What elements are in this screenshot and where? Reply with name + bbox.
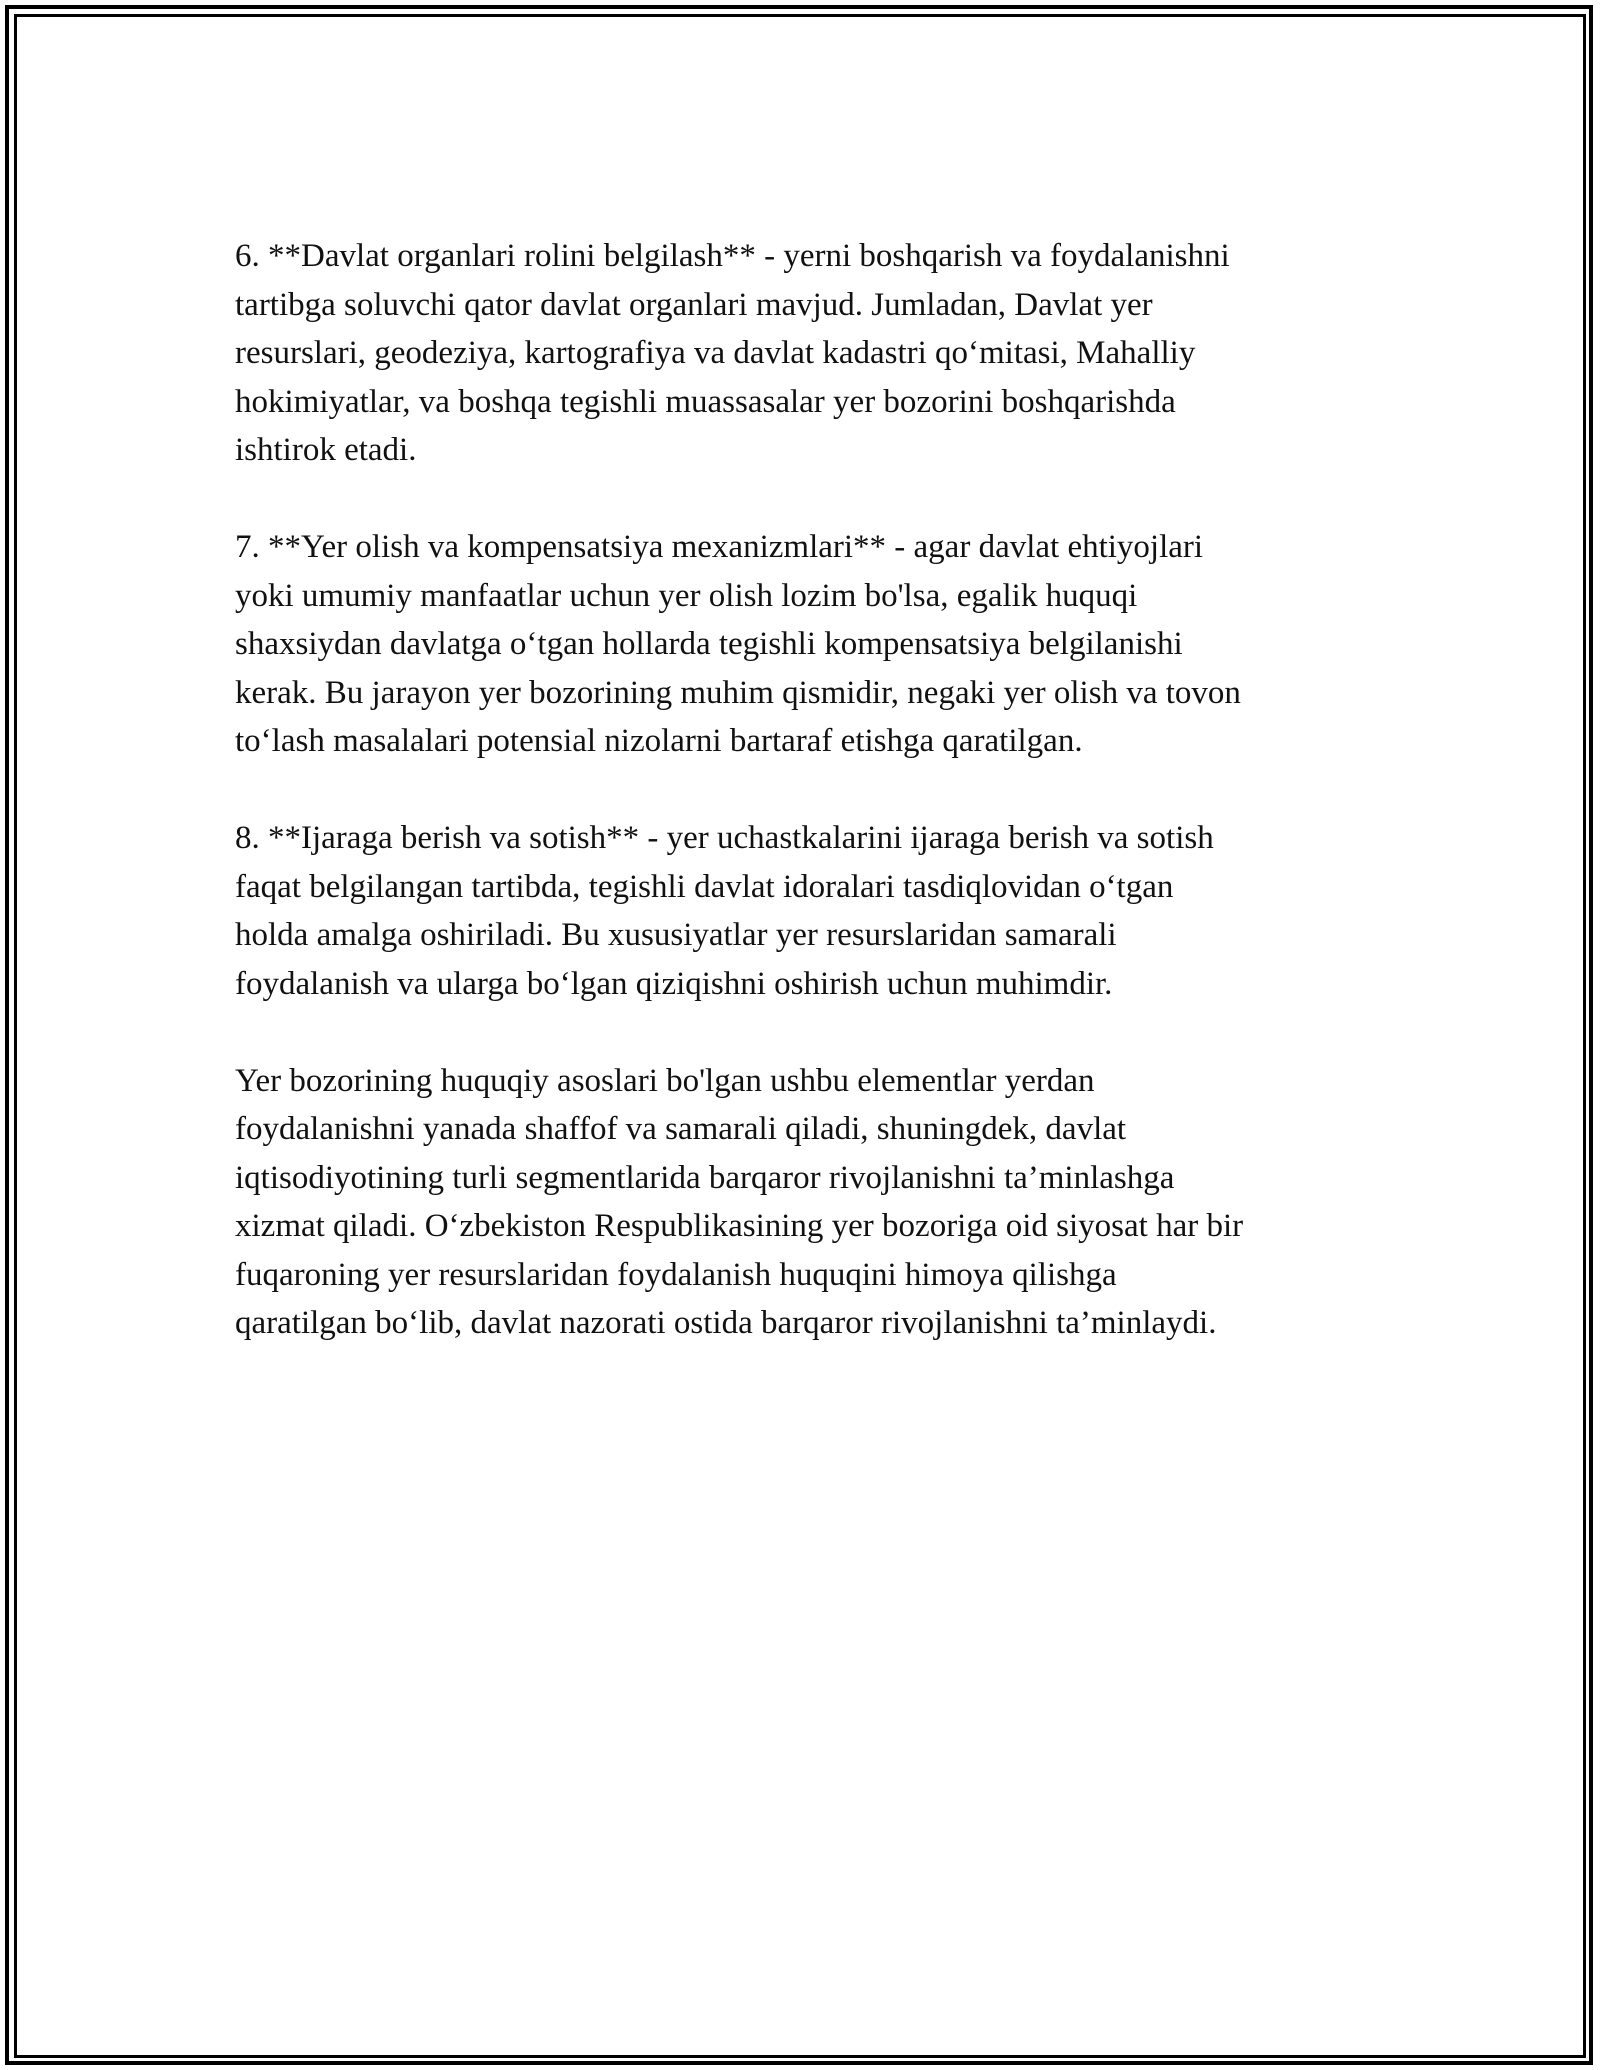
paragraph-item-7: 7. **Yer olish va kompensatsiya mexanizmlari** - agar davlat ehtiyojlari yoki umumiy manfaatlar uchun yer olish lozim bo'lsa, egalik huquqi shaxsiydan davlatga o‘tgan hollarda tegishli kompensatsiya belgilanishi kerak. Bu jarayon yer bozorining muhim qismidir, negaki yer olish va tovon to‘lash masalalari potensial nizolarni bartaraf etishga qaratilgan.: [235, 529, 1241, 759]
paragraph-conclusion: Yer bozorining huquqiy asoslari bo'lgan ushbu elementlar yerdan foydalanishni yanada shaffof va samarali qiladi, shuningdek, davlat iqtisodiyotining turli segmentlarida barqaror rivojlanishni ta’minlashga xizmat qiladi. O‘zbekiston Respublikasining yer bozoriga oid siyosat har bir fuqaroning yer resurslaridan foydalanish huquqini himoya qilishga qaratilgan bo‘lib, davlat nazorati ostida barqaror rivojlanishni ta’minlaydi.: [235, 1062, 1244, 1341]
paragraph-item-8: 8. **Ijaraga berish va sotish** - yer uchastkalarini ijaraga berish va sotish faqat belgilangan tartibda, tegishli davlat idoralari tasdiqlovidan o‘tgan holda amalga oshiriladi. Bu xususiyatlar yer resurslaridan samarali foydalanish va ularga bo‘lgan qiziqishni oshirish uchun muhimdir.: [235, 820, 1214, 1002]
document-body: [235, 232, 1375, 1348]
paragraph-item-6: 6. **Davlat organlari rolini belgilash** - yerni boshqarish va foydalanishni tartibga soluvchi qator davlat organlari mavjud. Jumladan, Davlat yer resurslari, geodeziya, kartografiya va davlat kadastri qo‘mitasi, Mahalliy hokimiyatlar, va boshqa tegishli muassasalar yer bozorini boshqarishda ishtirok etadi.: [235, 238, 1230, 468]
